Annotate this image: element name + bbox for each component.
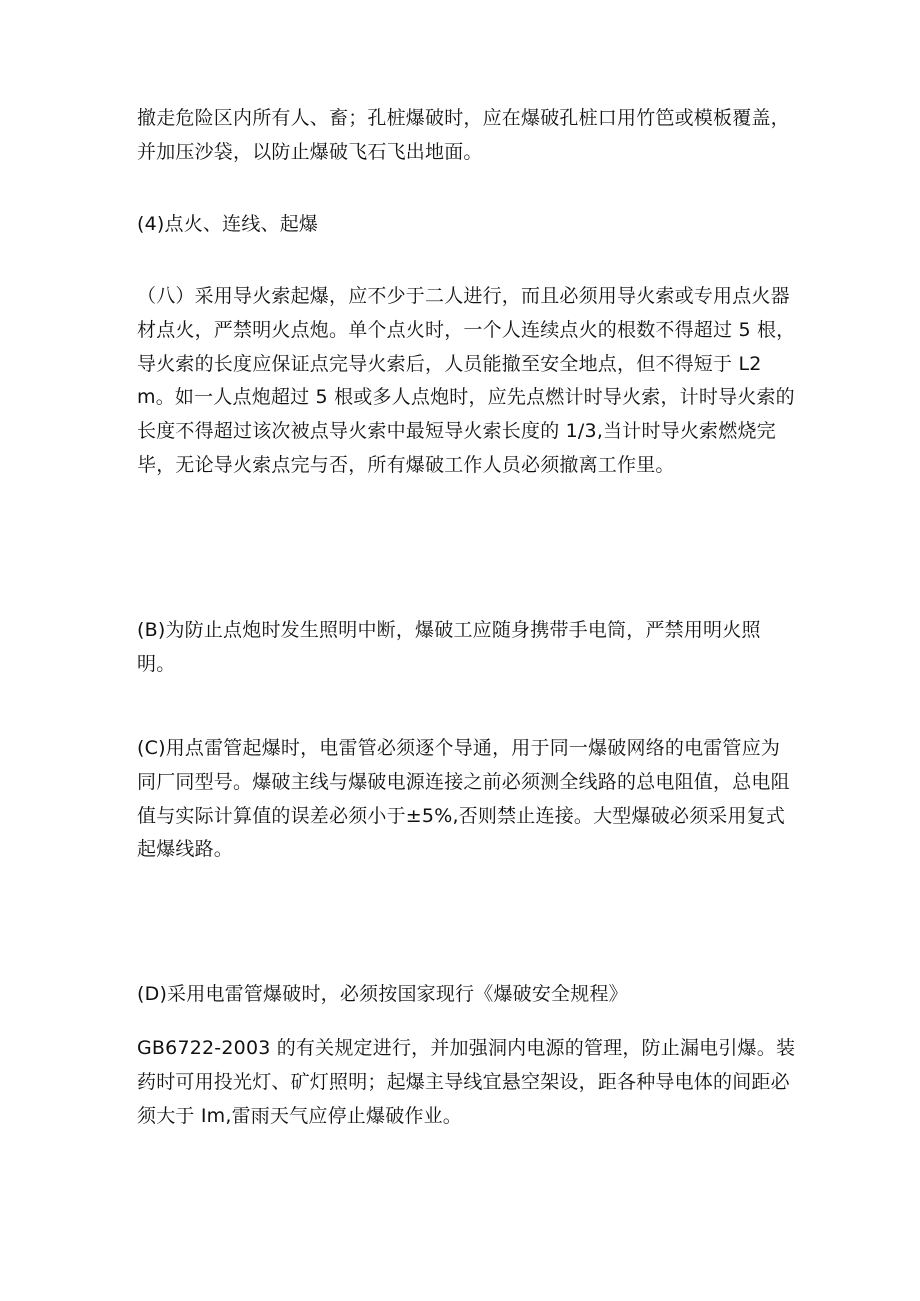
paragraph-lighting: (B)为防止点炮时发生照明中断，爆破工应随身携带手电筒，严禁用明火照明。: [137, 619, 761, 675]
paragraph-electric-detonator: (C)用点雷管起爆时，电雷管必须逐个导通，用于同一爆破网络的电雷管应为同厂同型号。爆破主线与爆破电源连接之前必须测全线路的总电阻值，总电阻值与实际计算值的误差必须小于±5%,否则禁止连接。大型爆破必须采用复式起爆线路。: [137, 737, 790, 861]
paragraph-standard-gb6722: GB6722-2003 的有关规定进行，并加强洞内电源的管理，防止漏电引爆。装药时可用投光灯、矿灯照明；起爆主导线宜悬空架设，距各种导电体的间距必须大于 Im,雷雨天气应停止爆破作业。: [137, 1037, 796, 1127]
heading-ignition-wiring-detonation: (4)点火、连线、起爆: [137, 213, 319, 235]
paragraph-safety-code: (D)采用电雷管爆破时，必须按国家现行《爆破安全规程》: [137, 983, 628, 1005]
paragraph-evacuation: 撤走危险区内所有人、畜；孔桩爆破时，应在爆破孔桩口用竹笆或模板覆盖，并加压沙袋，以防止爆破飞石飞出地面。: [137, 107, 790, 163]
paragraph-fuse-detonation: （八）采用导火索起爆，应不少于二人进行，而且必须用导火索或专用点火器材点火，严禁明火点炮。单个点火时，一个人连续点火的根数不得超过 5 根，导火索的长度应保证点完导火索后，人员能撤至安全地点，但不得短于 L2m。如一人点炮超过 5 根或多人点炮时，应先点燃计时导火索，计时导火索的长度不得超过该次被点导火索中最短导火索长度的 1/3,当计时导火索燃烧完毕，无论导火索点完与否，所有爆破工作人员必须撤离工作里。: [137, 285, 796, 477]
